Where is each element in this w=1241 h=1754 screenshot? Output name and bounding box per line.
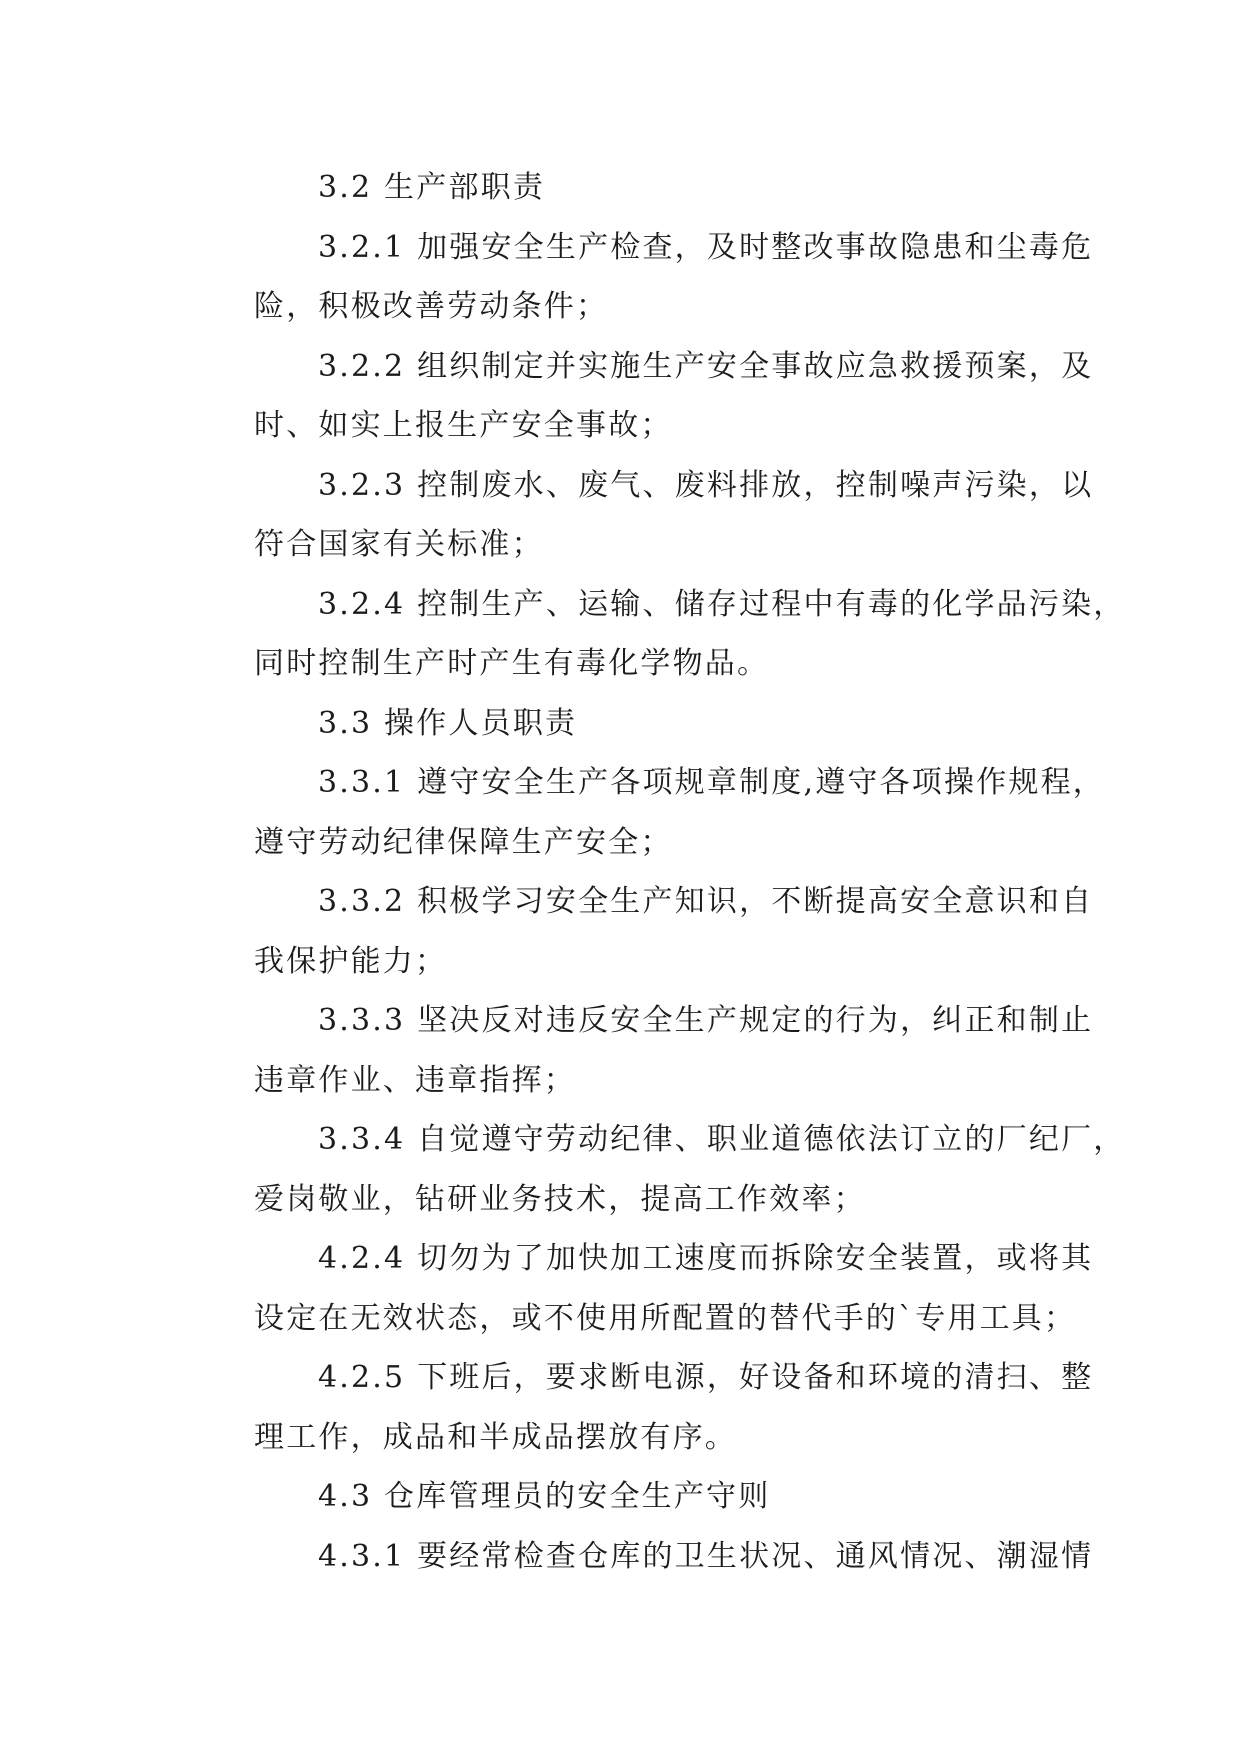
paragraph-line: 3.3.2 积极学习安全生产知识，不断提高安全意识和自 — [318, 884, 1094, 919]
paragraph-line: 理工作，成品和半成品摆放有序。 — [254, 1419, 737, 1455]
paragraph-line: 3.2.1 加强安全生产检查，及时整改事故隐患和尘毒危 — [318, 229, 1094, 265]
paragraph-4-3-1 — [190, 1527, 1094, 1587]
paragraph-line: 遵守劳动纪律保障生产安全； — [254, 824, 673, 860]
paragraph-line: 符合国家有关标准； — [254, 527, 544, 562]
paragraph-line: 4.2.5 下班后，要求断电源，好设备和环境的清扫、整 — [318, 1360, 1094, 1395]
paragraph-line: 3.3.3 坚决反对违反安全生产规定的行为，纠正和制止 — [318, 1003, 1094, 1038]
paragraph-4-2-4 — [190, 1229, 1094, 1348]
paragraph-line: 3.3.1 遵守安全生产各项规章制度,遵守各项操作规程， — [318, 765, 1106, 800]
paragraph-3-2-2 — [190, 337, 1094, 456]
heading-4-3: 4.3 仓库管理员的安全生产守则 — [318, 1479, 771, 1514]
heading-3-3: 3.3 操作人员职责 — [318, 705, 578, 741]
paragraph-line: 设定在无效状态，或不使用所配置的替代手的`专用工具； — [254, 1300, 1077, 1336]
paragraph-line: 爱岗敬业，钻研业务技术，提高工作效率； — [254, 1181, 866, 1217]
paragraph-line: 3.2.3 控制废水、废气、废料排放，控制噪声污染，以 — [318, 467, 1094, 503]
paragraph-line: 违章作业、违章指挥； — [254, 1062, 576, 1098]
paragraph-3-2-4 — [190, 575, 1126, 694]
paragraph-line: 我保护能力； — [254, 943, 448, 979]
paragraph-line: 时、如实上报生产安全事故； — [254, 408, 673, 443]
paragraph-4-3 — [190, 1467, 1070, 1527]
paragraph-3-2-1 — [190, 218, 1094, 337]
paragraph-3-3-1 — [190, 753, 1106, 872]
document-body — [190, 158, 1126, 1586]
paragraph-3-3 — [190, 694, 1070, 754]
paragraph-3-3-2 — [190, 872, 1094, 991]
paragraph-4-2-5 — [190, 1348, 1094, 1467]
paragraph-3-3-3 — [190, 991, 1094, 1110]
paragraph-3-2-3 — [190, 456, 1094, 575]
paragraph-line: 险，积极改善劳动条件； — [254, 289, 609, 324]
paragraph-line: 3.3.4 自觉遵守劳动纪律、职业道德依法订立的厂纪厂， — [318, 1122, 1126, 1157]
paragraph-line: 3.2.2 组织制定并实施生产安全事故应急救援预案，及 — [318, 348, 1094, 384]
heading-3-2: 3.2 生产部职责 — [318, 170, 546, 205]
paragraph-3-2 — [190, 158, 1070, 218]
paragraph-line: 3.2.4 控制生产、运输、储存过程中有毒的化学品污染， — [318, 586, 1126, 622]
paragraph-line: 4.2.4 切勿为了加快加工速度而拆除安全装置，或将其 — [318, 1241, 1094, 1276]
paragraph-line: 4.3.1 要经常检查仓库的卫生状况、通风情况、潮湿情 — [318, 1538, 1094, 1574]
paragraph-line: 同时控制生产时产生有毒化学物品。 — [254, 646, 770, 681]
paragraph-3-3-4 — [190, 1110, 1126, 1229]
